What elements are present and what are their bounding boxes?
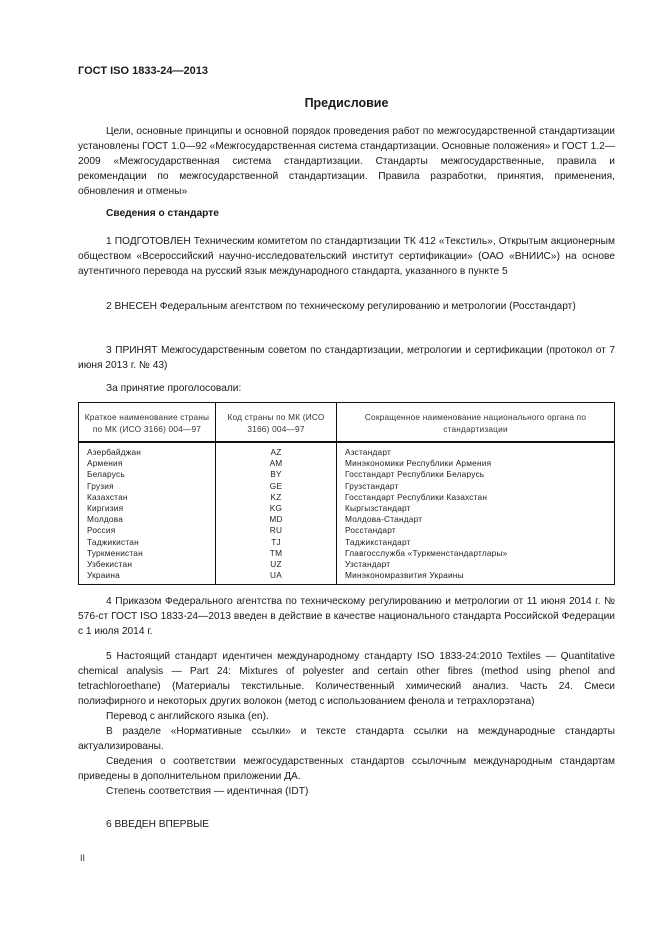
table-row	[79, 503, 615, 514]
item-3-paragraph: 3 ПРИНЯТ Межгосударственным советом по стандартизации, метрологии и сертификации (протокол от 7 июня 2013 г. № 43)	[78, 345, 615, 371]
table-row	[79, 548, 615, 559]
item-5-translation: Перевод с английского языка (en).	[106, 711, 269, 722]
country-code: GE	[216, 481, 337, 492]
table-row	[79, 458, 615, 469]
section-heading: Сведения о стандарте	[106, 208, 219, 219]
country-code: UZ	[216, 559, 337, 570]
table-row	[79, 525, 615, 536]
table-row	[79, 481, 615, 492]
country-code: BY	[216, 469, 337, 480]
country-name: Туркменистан	[79, 548, 216, 559]
country-code: MD	[216, 514, 337, 525]
item-2-paragraph: 2 ВНЕСЕН Федеральным агентством по техническому регулированию и метрологии (Росстандарт)	[106, 301, 576, 312]
national-body: Росстандарт	[337, 525, 615, 536]
country-code: TJ	[216, 537, 337, 548]
item-5-annex-note: Сведения о соответствии межгосударственных стандартов ссылочным международным стандартам приведены в дополнительном приложении ДА.	[78, 756, 615, 782]
country-name: Россия	[79, 525, 216, 536]
table-row	[79, 514, 615, 525]
country-code: RU	[216, 525, 337, 536]
country-code: UA	[216, 570, 337, 585]
country-name: Азербайджан	[79, 442, 216, 458]
national-body: Молдова-Стандарт	[337, 514, 615, 525]
voting-countries-table	[78, 402, 615, 585]
country-name: Армения	[79, 458, 216, 469]
national-body: Таджикстандарт	[337, 537, 615, 548]
national-body: Госстандарт Республики Беларусь	[337, 469, 615, 480]
page-title: Предисловие	[304, 96, 389, 110]
country-name: Беларусь	[79, 469, 216, 480]
country-code: TM	[216, 548, 337, 559]
country-code: AZ	[216, 442, 337, 458]
table-row	[79, 559, 615, 570]
country-name: Казахстан	[79, 492, 216, 503]
country-code: AM	[216, 458, 337, 469]
item-5-paragraph: 5 Настоящий стандарт идентичен международному стандарту ISO 1833-24:2010 Textiles — Quantitative chemical analysis — Part 24: Mixtures of polyester and certain other fibres (method using phenol and tetrachloroethane) (Материалы текстильные. Количественный химический анализ. Часть 24. Смеси полиэфирного и некоторых других волокон (метод с использованием фенола и тетрахлорэтана)	[78, 651, 615, 707]
country-code: KZ	[216, 492, 337, 503]
country-name: Украина	[79, 570, 216, 585]
item-5-conformity-degree: Степень соответствия — идентичная (IDT)	[106, 786, 309, 797]
country-name: Киргизия	[79, 503, 216, 514]
national-body: Минэкономики Республики Армения	[337, 458, 615, 469]
national-body: Грузстандарт	[337, 481, 615, 492]
voted-label: За принятие проголосовали:	[106, 383, 242, 394]
national-body: Минэкономразвития Украины	[337, 570, 615, 585]
table-row	[79, 492, 615, 503]
national-body: Главгосслужба «Туркменстандартлары»	[337, 548, 615, 559]
header-country-name: Краткое наименование страны по МК (ИСО 3166) 004—97	[79, 403, 216, 443]
page-number: II	[80, 853, 86, 863]
national-body: Узстандарт	[337, 559, 615, 570]
header-national-body: Сокращенное наименование национального органа по стандартизации	[337, 403, 615, 443]
doc-code: ГОСТ ISO 1833-24—2013	[78, 65, 208, 77]
item-6-paragraph: 6 ВВЕДЕН ВПЕРВЫЕ	[106, 819, 210, 830]
table-row	[79, 570, 615, 585]
country-name: Таджикистан	[79, 537, 216, 548]
item-4-paragraph: 4 Приказом Федерального агентства по техническому регулированию и метрологии от 11 июня 2014 г. № 576-ст ГОСТ ISO 1833-24—2013 введен в действие в качестве национального стандарта Российской Федерации с 1 июля 2014 г.	[78, 596, 615, 637]
table-row	[79, 537, 615, 548]
national-body: Госстандарт Республики Казахстан	[337, 492, 615, 503]
country-name: Грузия	[79, 481, 216, 492]
header-country-code: Код страны по МК (ИСО 3166) 004—97	[216, 403, 337, 443]
item-5-references: В разделе «Нормативные ссылки» и тексте стандарта ссылки на международные стандарты актуализированы.	[78, 726, 615, 752]
table-row	[79, 442, 615, 458]
intro-paragraph: Цели, основные принципы и основной порядок проведения работ по межгосударственной стандартизации установлены ГОСТ 1.0—92 «Межгосударственная система стандартизации. Основные положения» и ГОСТ 1.2—2009 «Межгосударственная система стандартизации. Стандарты межгосударственные, правила и рекомендации по межгосударственной стандартизации. Правила разработки, принятия, применения, обновления и отмены»	[78, 126, 616, 197]
table-header-row	[79, 403, 615, 443]
country-name: Узбекистан	[79, 559, 216, 570]
table-row	[79, 469, 615, 480]
item-1-paragraph: 1 ПОДГОТОВЛЕН Техническим комитетом по стандартизации ТК 412 «Текстиль», Открытым акционерным обществом «Всероссийский научно-исследовательский институт сертификации» (ОАО «ВНИИС») на основе аутентичного перевода на русский язык международного стандарта, указанного в пункте 5	[78, 236, 615, 277]
national-body: Азстандарт	[337, 442, 615, 458]
national-body: Кыргызстандарт	[337, 503, 615, 514]
country-name: Молдова	[79, 514, 216, 525]
country-code: KG	[216, 503, 337, 514]
